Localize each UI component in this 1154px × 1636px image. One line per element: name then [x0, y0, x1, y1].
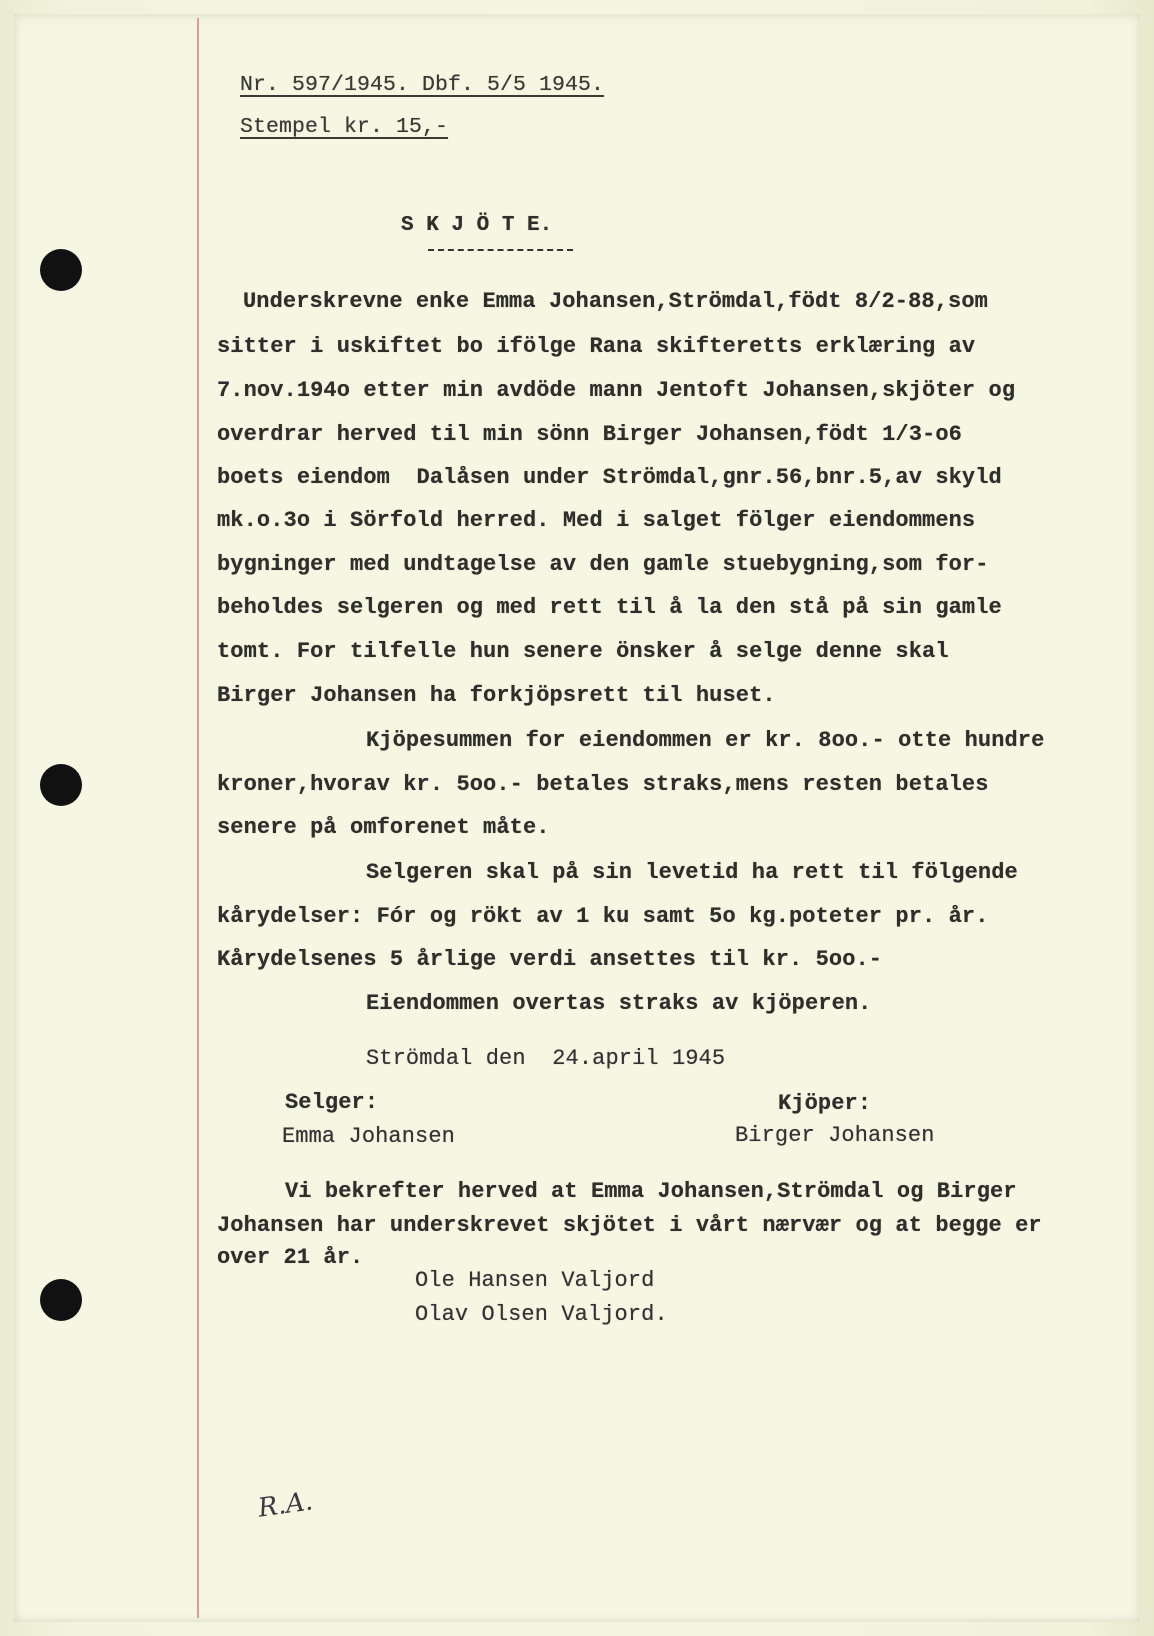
body-line: Eiendommen overtas straks av kjöperen. [366, 991, 872, 1016]
body-line: boets eiendom Dalåsen under Strömdal,gnr.56,bnr.5,av skyld [217, 465, 1002, 490]
body-line: bygninger med undtagelse av den gamle stuebygning,som for- [217, 552, 989, 577]
body-line: Underskrevne enke Emma Johansen,Strömdal,födt 8/2-88,som [243, 289, 988, 314]
body-line: tomt. For tilfelle hun senere önsker å selge denne skal [217, 639, 949, 664]
body-line: Birger Johansen ha forkjöpsrett til huset. [217, 683, 776, 708]
witness-line: Vi bekrefter herved at Emma Johansen,Strömdal og Birger [285, 1179, 1017, 1204]
punch-hole [40, 764, 82, 806]
body-line: 7.nov.194o etter min avdöde mann Jentoft Johansen,skjöter og [217, 378, 1016, 403]
seller-name: Emma Johansen [282, 1124, 455, 1149]
place-date: Strömdal den 24.april 1945 [366, 1046, 726, 1071]
body-line: kårydelser: Fór og rökt av 1 ku samt 5o kg.poteter pr. år. [217, 904, 989, 929]
body-line: mk.o.3o i Sörfold herred. Med i salget fölger eiendommens [217, 508, 976, 533]
body-line: Selgeren skal på sin levetid ha rett til fölgende [366, 860, 1018, 885]
document-page [14, 14, 1140, 1622]
body-line: overdrar herved til min sönn Birger Johansen,födt 1/3-o6 [217, 422, 962, 447]
witness-name: Olav Olsen Valjord. [415, 1302, 668, 1327]
document-title: S K J Ö T E. [401, 214, 553, 237]
buyer-label: Kjöper: [778, 1091, 872, 1116]
stamp-fee: Stempel kr. 15,- [240, 115, 449, 139]
handwritten-initials: R.A. [256, 1486, 315, 1524]
buyer-name: Birger Johansen [735, 1123, 935, 1148]
body-line: kroner,hvorav kr. 5oo.- betales straks,mens resten betales [217, 772, 989, 797]
seller-label: Selger: [285, 1090, 379, 1115]
witness-name: Ole Hansen Valjord [415, 1268, 655, 1293]
body-line: senere på omforenet måte. [217, 815, 550, 840]
title-underline [428, 249, 573, 251]
body-line: sitter i uskiftet bo ifölge Rana skifteretts erklæring av [217, 334, 976, 359]
witness-line: over 21 år. [217, 1245, 364, 1270]
reference-number: Nr. 597/1945. Dbf. 5/5 1945. [240, 73, 605, 97]
body-line: beholdes selgeren og med rett til å la den stå på sin gamle [217, 595, 1002, 620]
punch-hole [40, 1279, 82, 1321]
margin-rule [197, 18, 199, 1618]
body-line: Kjöpesummen for eiendommen er kr. 8oo.- otte hundre [366, 728, 1045, 753]
body-line: Kårydelsenes 5 årlige verdi ansettes til kr. 5oo.- [217, 947, 883, 972]
witness-line: Johansen har underskrevet skjötet i vårt nærvær og at begge er [217, 1213, 1042, 1238]
punch-hole [40, 249, 82, 291]
